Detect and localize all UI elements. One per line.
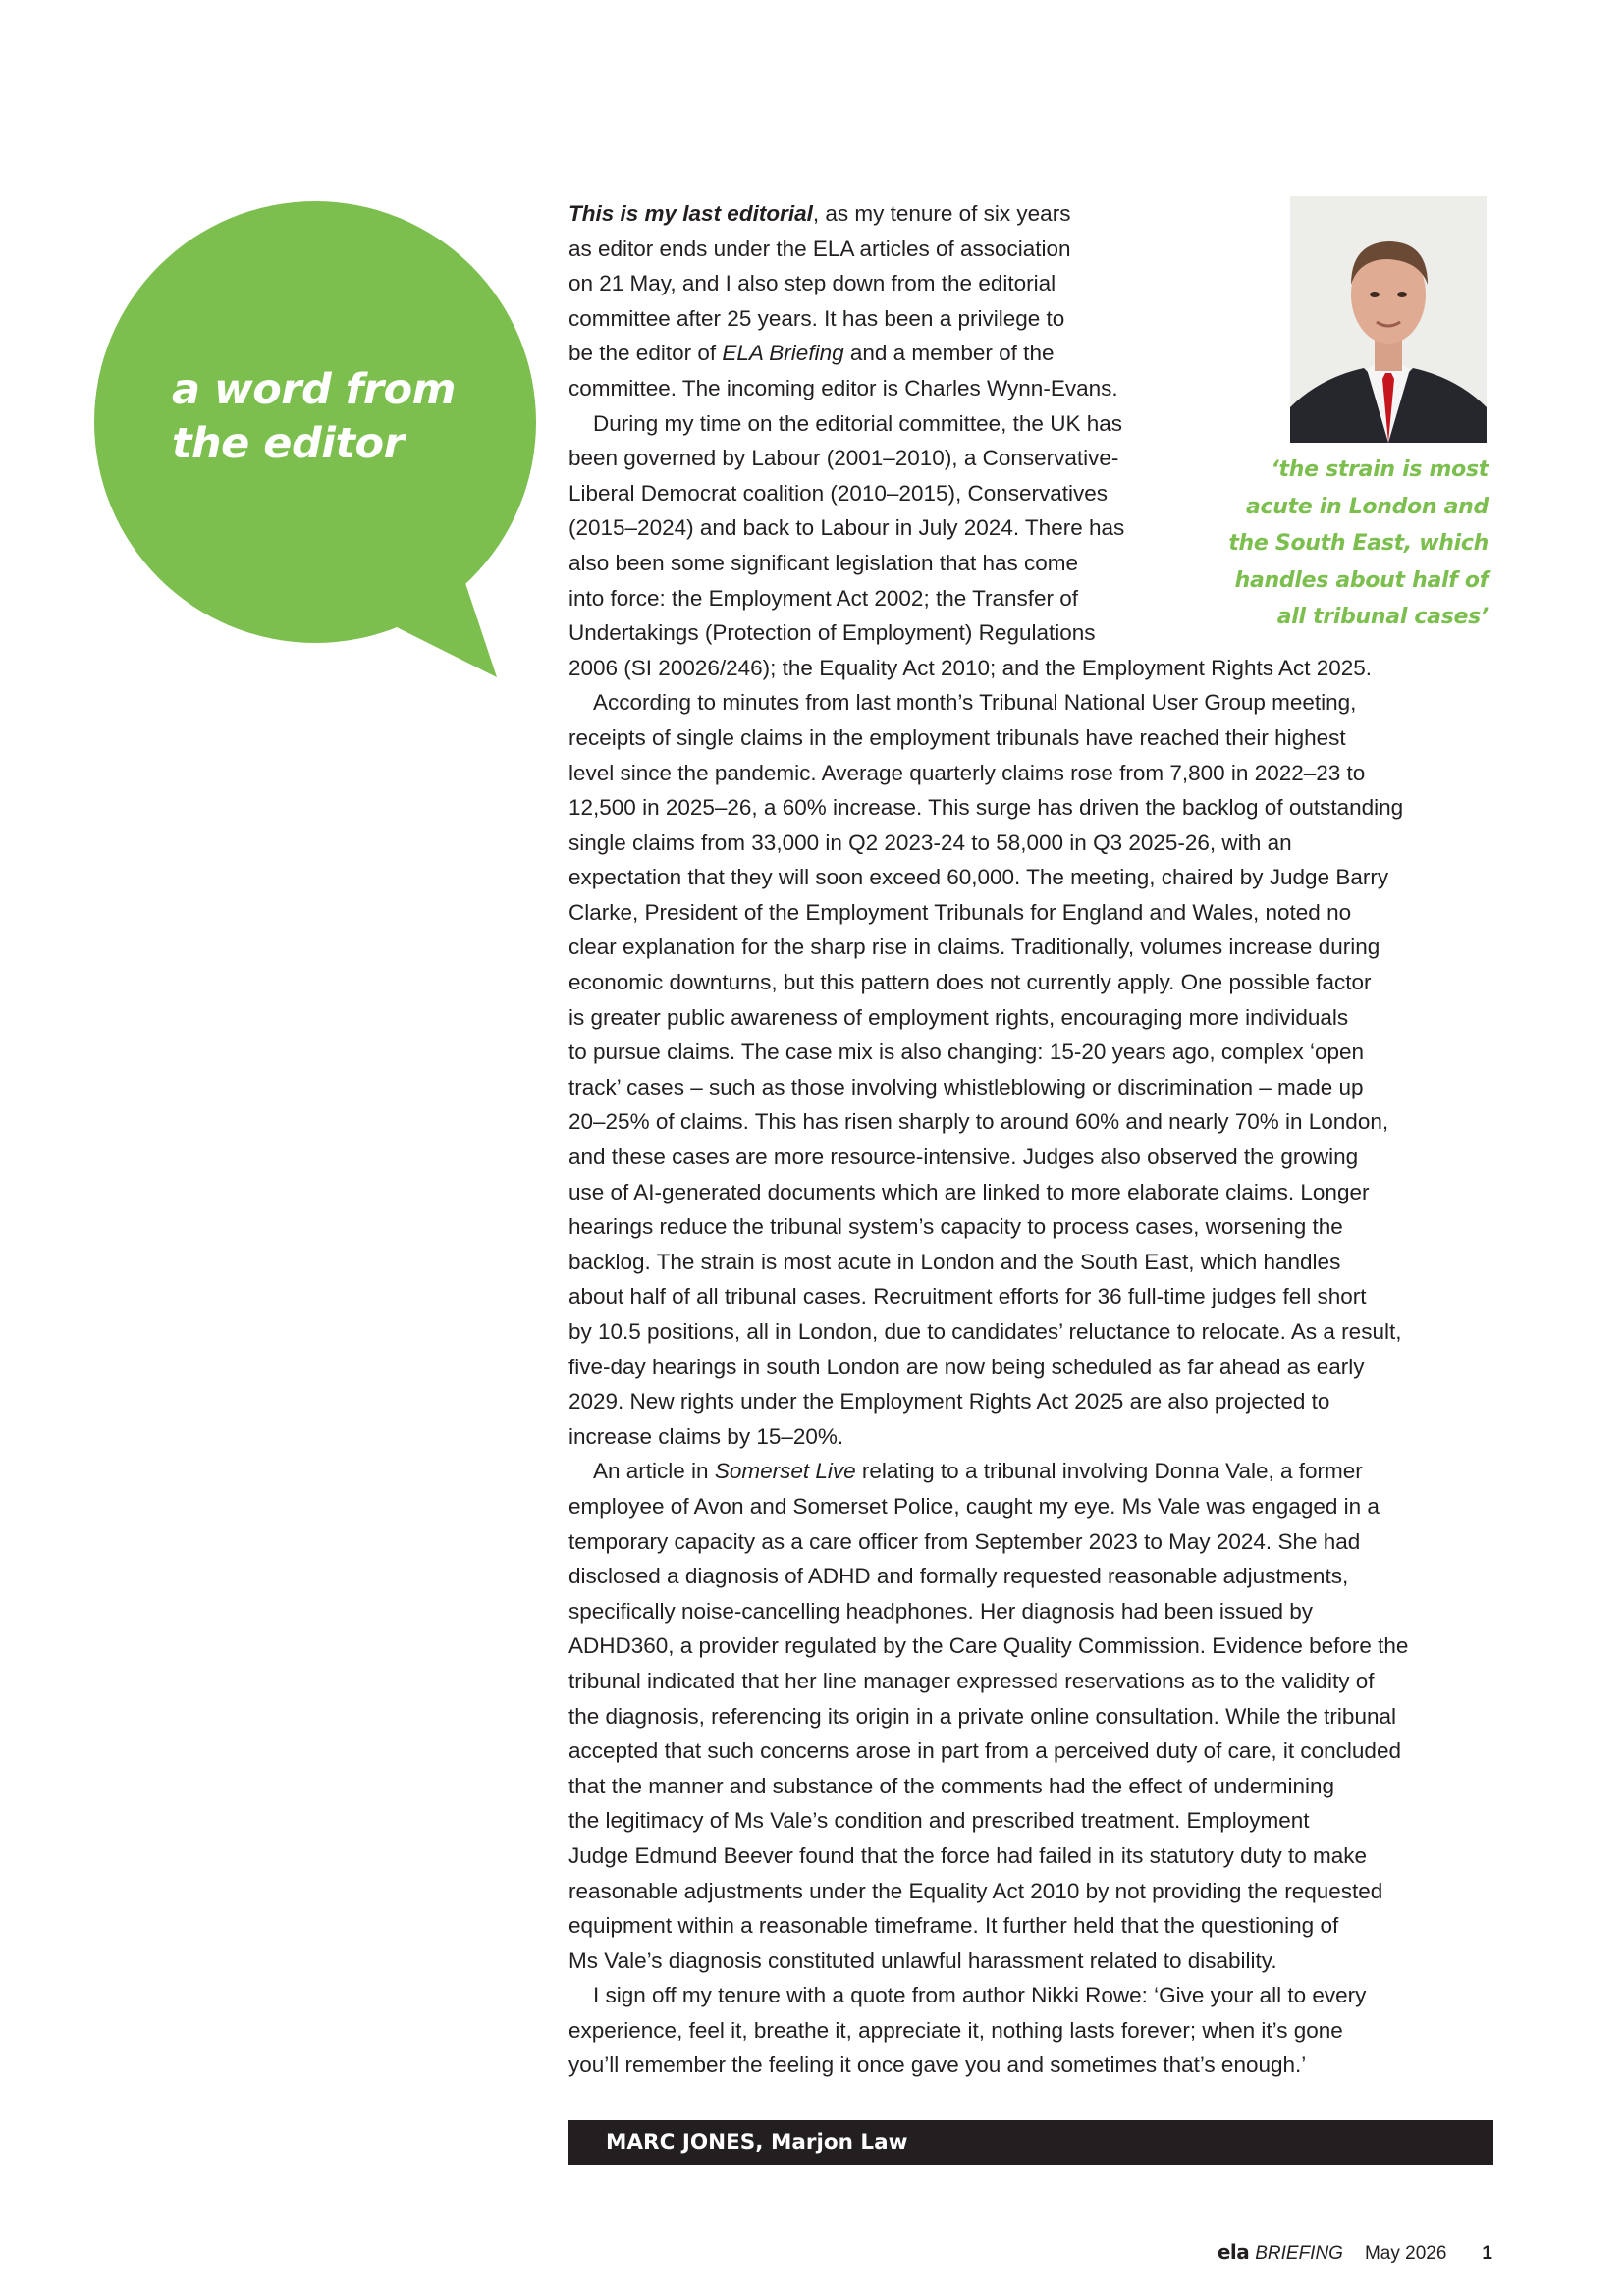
article-line: According to minutes from last month’s Tribunal National User Group meeting, — [593, 690, 1357, 716]
article-line: been governed by Labour (2001–2010), a Conservative- — [568, 446, 1119, 471]
article-line: specifically noise-cancelling headphones. Her diagnosis had been issued by — [568, 1598, 1313, 1624]
article-line: clear explanation for the sharp rise in claims. Traditionally, volumes increase during — [568, 934, 1380, 960]
article-line: employee of Avon and Somerset Police, caught my eye. Ms Vale was engaged in a — [568, 1493, 1380, 1519]
article-line: is greater public awareness of employment rights, encouraging more individuals — [568, 1004, 1349, 1030]
issue-date: May 2026 — [1364, 2243, 1447, 2264]
article-line: reasonable adjustments under the Equality Act 2010 by not providing the requested — [568, 1878, 1383, 1903]
article-line: Clarke, President of the Employment Tribunals for England and Wales, noted no — [568, 899, 1352, 925]
article-line: hearings reduce the tribunal system’s capacity to process cases, worsening the — [568, 1214, 1343, 1240]
article-line: equipment within a reasonable timeframe. It further held that the questioning of — [568, 1913, 1339, 1939]
pull-quote-line: the South East, which — [1228, 531, 1489, 556]
article-line: ADHD360, a provider regulated by the Care Quality Commission. Evidence before the — [568, 1633, 1409, 1659]
ela-logo: ela — [1217, 2240, 1250, 2264]
article-line: on 21 May, and I also step down from the editorial — [568, 271, 1056, 296]
pull-quote-line: handles about half of — [1234, 567, 1489, 593]
article-line: temporary capacity as a care officer from September 2023 to May 2024. She had — [568, 1528, 1361, 1554]
article-line: use of AI-generated documents which are linked to more elaborate claims. Longer — [568, 1179, 1370, 1204]
article-line: receipts of single claims in the employment tribunals have reached their highest — [568, 724, 1346, 750]
lead-bold-text: This is my last editorial — [568, 201, 813, 226]
section-title — [172, 363, 506, 471]
article-line: the diagnosis, referencing its origin in a private online consultation. While the tribunal — [568, 1703, 1396, 1729]
pull-quote-line: ‘the strain is most — [1271, 457, 1489, 482]
section-title-line-2: the editor — [172, 419, 405, 468]
article-body — [568, 196, 1408, 2083]
publication-name: Somerset Live — [714, 1459, 856, 1484]
article-line: level since the pandemic. Average quarterly claims rose from 7,800 in 2022–23 to — [568, 760, 1366, 785]
article-line: about half of all tribunal cases. Recruitment efforts for 36 full-time judges fell short — [568, 1284, 1367, 1309]
article-line: 12,500 in 2025–26, a 60% increase. This surge has driven the backlog of outstanding — [568, 795, 1404, 821]
article-line: economic downturns, but this pattern does not currently apply. One possible factor — [568, 970, 1372, 995]
article-line: tribunal indicated that her line manager expressed reservations as to the validity of — [568, 1668, 1375, 1693]
article-line: This is my last editorial, as my tenure of six years — [568, 201, 1071, 226]
article-line: that the manner and substance of the comments had the effect of undermining — [568, 1773, 1335, 1798]
page-number: 1 — [1482, 2243, 1492, 2264]
article-line: to pursue claims. The case mix is also changing: 15-20 years ago, complex ‘open — [568, 1040, 1365, 1065]
article-line: Ms Vale’s diagnosis constituted unlawful harassment related to disability. — [568, 1948, 1277, 1973]
article-line: five-day hearings in south London are now being scheduled as far ahead as early — [568, 1354, 1365, 1379]
article-line: An article in Somerset Live relating to a tribunal involving Donna Vale, a former — [593, 1459, 1363, 1484]
article-line: expectation that they will soon exceed 60,000. The meeting, chaired by Judge Barry — [568, 865, 1389, 890]
article-line: During my time on the editorial committee, the UK has — [593, 410, 1122, 436]
article-line: into force: the Employment Act 2002; the Transfer of — [568, 585, 1079, 611]
pull-quote-line: acute in London and — [1245, 494, 1489, 519]
page-footer — [1218, 2240, 1492, 2265]
article-line: you’ll remember the feeling it once gave you and sometimes that’s enough.’ — [568, 2053, 1307, 2078]
article-line: committee. The incoming editor is Charles Wynn-Evans. — [568, 375, 1118, 400]
article-line: increase claims by 15–20%. — [568, 1423, 844, 1449]
author-byline: MARC JONES, Marjon Law — [568, 2120, 1493, 2165]
article-line: as editor ends under the ELA articles of association — [568, 236, 1071, 261]
article-line: 2006 (SI 20026/246); the Equality Act 2010; and the Employment Rights Act 2025. — [568, 655, 1373, 680]
publication-name: ELA Briefing — [722, 341, 844, 366]
article-line: Undertakings (Protection of Employment) Regulations — [568, 620, 1096, 646]
article-line: 20–25% of claims. This has risen sharply to around 60% and nearly 70% in London, — [568, 1109, 1389, 1135]
article-line: 2029. New rights under the Employment Rights Act 2025 are also projected to — [568, 1389, 1330, 1415]
article-line: (2015–2024) and back to Labour in July 2024. There has — [568, 515, 1125, 541]
article-line: I sign off my tenure with a quote from author Nikki Rowe: ‘Give your all to every — [593, 1983, 1367, 2008]
section-title-line-1: a word from — [172, 365, 456, 414]
article-line: by 10.5 positions, all in London, due to candidates’ reluctance to relocate. As a result, — [568, 1319, 1402, 1344]
article-line: experience, feel it, breathe it, appreciate it, nothing lasts forever; when it’s gone — [568, 2017, 1343, 2043]
article-line: accepted that such concerns arose in part from a perceived duty of care, it concluded — [568, 1738, 1401, 1764]
article-line: Judge Edmund Beever found that the force had failed in its statutory duty to make — [568, 1842, 1367, 1868]
article-line: single claims from 33,000 in Q2 2023-24 to 58,000 in Q3 2025-26, with an — [568, 829, 1292, 855]
article-line: Liberal Democrat coalition (2010–2015), Conservatives — [568, 480, 1109, 506]
publication-title: BRIEFING — [1255, 2243, 1343, 2264]
article-line: be the editor of ELA Briefing and a member of the — [568, 341, 1055, 366]
pull-quote-line: all tribunal cases’ — [1276, 605, 1489, 629]
article-line: track’ cases – such as those involving whistleblowing or discrimination – made up — [568, 1074, 1364, 1099]
article-line: disclosed a diagnosis of ADHD and formally requested reasonable adjustments, — [568, 1564, 1349, 1589]
article-line: and these cases are more resource-intensive. Judges also observed the growing — [568, 1145, 1359, 1170]
article-line: backlog. The strain is most acute in London and the South East, which handles — [568, 1249, 1341, 1274]
article-line: the legitimacy of Ms Vale’s condition and prescribed treatment. Employment — [568, 1808, 1310, 1834]
article-line: committee after 25 years. It has been a privilege to — [568, 305, 1065, 331]
article-line: also been some significant legislation that has come — [568, 550, 1079, 575]
